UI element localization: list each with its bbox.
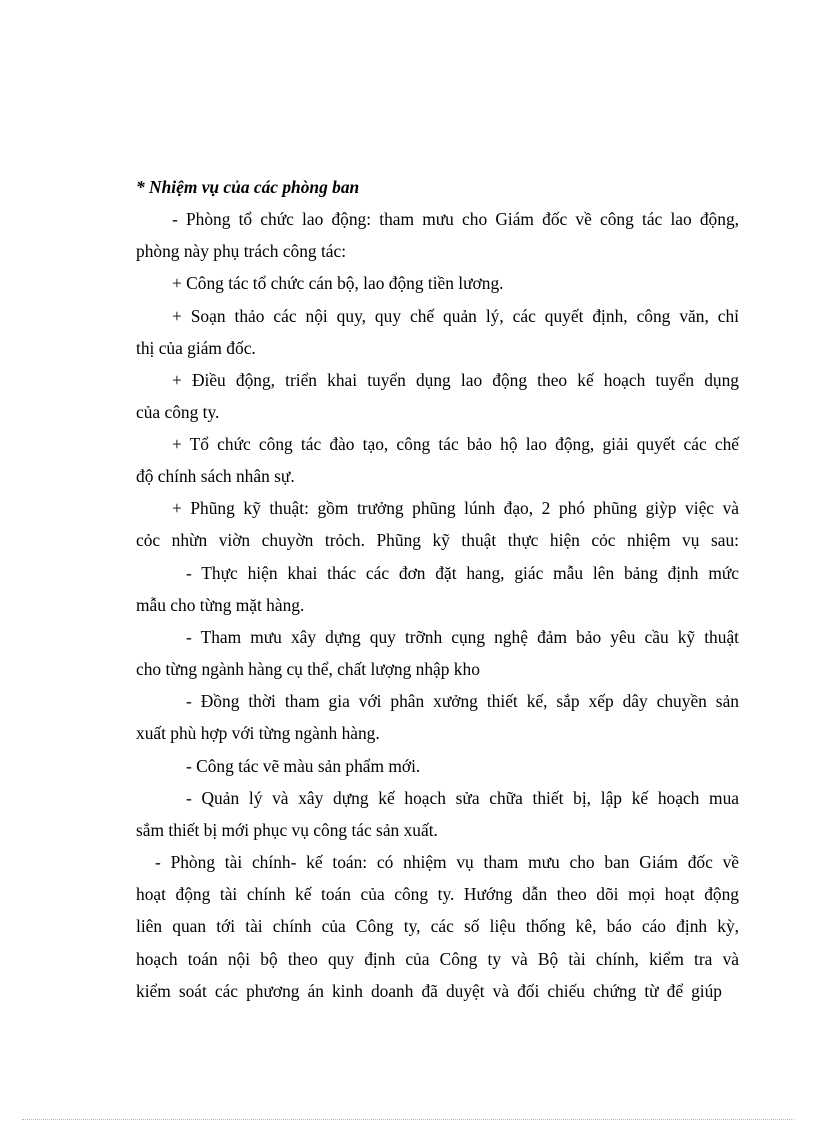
page-bottom-rule xyxy=(22,1119,794,1120)
paragraph-line: - Phòng tổ chức lao động: tham mưu cho Giám đốc về công tác lao động, xyxy=(172,209,739,229)
paragraph-line: - Công tác vẽ màu sản phẩm mới. xyxy=(186,756,421,776)
paragraph-line: - Tham mưu xây dựng quy trỡnh cụng nghệ đảm bảo yêu cầu kỹ thuật xyxy=(186,627,739,647)
paragraph-line: thị của giám đốc. xyxy=(136,338,256,358)
paragraph-line: - Phòng tài chính- kế toán: có nhiệm vụ tham mưu cho ban Giám đốc về xyxy=(155,852,739,872)
paragraph-line: độ chính sách nhân sự. xyxy=(136,466,295,486)
paragraph-line: + Soạn thảo các nội quy, quy chế quản lý, các quyết định, công văn, chỉ xyxy=(172,306,739,326)
paragraph-line: hoạch toán nội bộ theo quy định của Công ty và Bộ tài chính, kiểm tra và xyxy=(136,949,739,969)
paragraph-line: - Thực hiện khai thác các đơn đặt hang, giác mẫu lên bảng định mức xyxy=(186,563,739,583)
paragraph-line: cho từng ngành hàng cụ thể, chất lượng nhập kho xyxy=(136,659,480,679)
paragraph-line: hoạt động tài chính kế toán của công ty. Hướng dẫn theo dõi mọi hoạt động xyxy=(136,884,739,904)
paragraph-line: sắm thiết bị mới phục vụ công tác sản xuất. xyxy=(136,820,438,840)
paragraph-line: của công ty. xyxy=(136,402,220,422)
paragraph-line: phòng này phụ trách công tác: xyxy=(136,241,347,261)
paragraph-line: + Công tác tổ chức cán bộ, lao động tiền lương. xyxy=(172,273,504,293)
paragraph-line: - Đồng thời tham gia với phân xưởng thiết kế, sắp xếp dây chuyền sản xyxy=(186,691,739,711)
paragraph-line: liên quan tới tài chính của Công ty, các số liệu thống kê, báo cáo định kỳ, xyxy=(136,916,739,936)
paragraph-line: + Tổ chức công tác đào tạo, công tác bảo hộ lao động, giải quyết các chế xyxy=(172,434,739,454)
section-heading: * Nhiệm vụ của các phòng ban xyxy=(136,177,360,197)
paragraph-line: cỏc nhừn viờn chuyờn trỏch. Phũng kỹ thuật thực hiện cỏc nhiệm vụ sau: xyxy=(136,530,739,550)
paragraph-line: kiểm soát các phương án kinh doanh đã duyệt và đối chiếu chứng từ để giúp xyxy=(136,981,722,1001)
paragraph-line: mẫu cho từng mặt hàng. xyxy=(136,595,305,615)
paragraph-line: + Phũng kỹ thuật: gồm trưởng phũng lúnh đạo, 2 phó phũng giỳp việc và xyxy=(172,498,739,518)
paragraph-line: + Điều động, triển khai tuyển dụng lao động theo kế hoạch tuyển dụng xyxy=(172,370,739,390)
paragraph-line: - Quản lý và xây dựng kế hoạch sửa chữa thiết bị, lập kế hoạch mua xyxy=(186,788,739,808)
paragraph-line: xuất phù hợp với từng ngành hàng. xyxy=(136,723,380,743)
